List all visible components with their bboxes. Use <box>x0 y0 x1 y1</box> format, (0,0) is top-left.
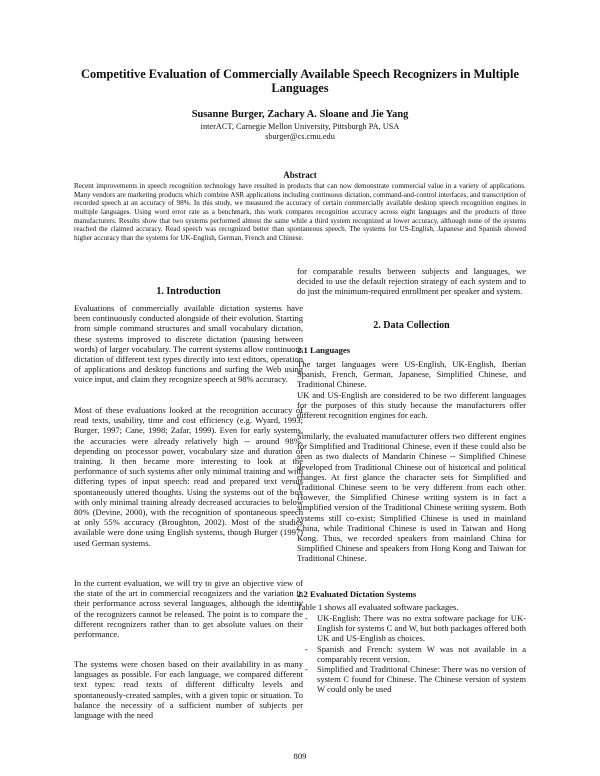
intro-paragraph-1: Evaluations of commercially available dictation systems have been continuously conducted alongside of their evolution. Starting from simple command structures and small vocabulary dictation, these systems improved to discrete dictation (pausing between words) of larger vocabulary. The current systems allow continuous dictation of different text types directly into text editors, operation of applications and desktop functions and surfing the Web using voice input, and claim they recognize speech at 98% accuracy. <box>74 303 303 385</box>
evaluated-systems-intro: Table 1 shows all evaluated software packages. <box>297 602 459 612</box>
abstract-heading: Abstract <box>283 170 317 180</box>
page-number: 809 <box>293 751 307 761</box>
languages-paragraph-1: The target languages were US-English, UK-English, Iberian Spanish, French, German, Japanese, Simplified Chinese, and Traditional Chinese. <box>297 359 526 390</box>
list-item: - Simplified and Traditional Chinese: There was no version of system C found for Chinese. The Chinese version of system W could only be used <box>305 664 526 695</box>
author-affiliation: interACT, Carnegie Mellon University, Pittsburgh PA, USA <box>200 122 400 131</box>
list-item: - UK-English: There was no extra software package for UK-English for systems C and W, but both packages offered both UK and US-English as choices. <box>305 613 526 644</box>
section-heading-introduction: 1. Introduction <box>156 286 221 297</box>
author-list: Susanne Burger, Zachary A. Sloane and Jie Yang <box>191 109 409 120</box>
languages-paragraph-2: UK and US-English are considered to be two different languages for the purposes of this study because the manufacturers offer different recognition engines for each. <box>297 390 526 421</box>
languages-paragraph-3: Similarly, the evaluated manufacturer offers two different engines for Simplified and Traditional Chinese, even if these could also be seen as two dialects of Mandarin Chinese -- Simplified Chinese developed from Traditional Chinese out of historical and political changes. At first glance the character sets for Simplified and Traditional Chinese seem to be very different from each other. However, the Simplified Chinese writing system is in fact a simplified version of the Traditional Chinese writing system. Both systems still co-exist; Simplified Chinese is used in mainland China, while Traditional Chinese is used in Taiwan and Hong Kong. Thus, we recorded speakers from mainland China for Simplified Chinese and speakers from Hong Kong and Taiwan for Traditional Chinese. <box>297 431 526 564</box>
subsection-heading-evaluated-systems: 2.2 Evaluated Dictation Systems <box>297 589 417 599</box>
evaluated-systems-list <box>297 613 526 695</box>
intro-paragraph-3: In the current evaluation, we will try to give an objective view of the state of the art in commercial recognizers and the variation in their performance across several languages, although the identity of the recognizers cannot be released. The point is to compare the different recognizers rather than to get absolute values on their performance. <box>74 578 303 640</box>
list-item: - Spanish and French: system W was not available in a comparably recent version. <box>305 643 526 664</box>
intro-paragraph-continued: for comparable results between subjects and languages, we decided to use the default rejection strategy of each system and to do just the minimum-required enrollment per speaker and system. <box>297 266 526 297</box>
intro-paragraph-2: Most of these evaluations looked at the recognition accuracy of read texts, usability, time and cost efficiency (e.g. Wyard, 1993; Burger, 1997; Cane, 1998; Zafar, 1999). Even for early systems, the accuracies were already relatively high -- around 98%, depending on processor power, vocabulary size and duration of training. It then became more interesting to look at the performance of such systems after only minimal training and with differing types of input speech: read and prepared text versus spontaneously uttered thoughts. Using the systems out of the box with only minimal training already decreased accuracies to below 80% (Devine, 2000), with the recognition of spontaneous speech at only 55% accuracy (Broughton, 2002). Most of the studies available were done using English systems, though Burger (1997) used German systems. <box>74 405 303 548</box>
author-email: sburger@cs.cmu.edu <box>265 132 335 141</box>
subsection-heading-languages: 2.1 Languages <box>297 345 351 355</box>
abstract-text: Recent improvements in speech recognition technology have resulted in products that can now demonstrate commercial value in a variety of applications. Many vendors are marketing products which combine ASR applications including continuous dictation, command-and-control interfaces, and transcription of recorded speech at an accuracy of 98%. In this study, we measured the accuracy of certain commercially available desktop speech recognition engines in multiple languages. Using word error rate as a benchmark, this work compares recognition accuracy across eight languages and the products of three manufacturers. Results show that two systems performed almost the same while a third system recognized at lower accuracy, although none of the systems reached the claimed accuracy. Read speech was recognized better than spontaneous speech. The systems for US-English, Japanese and Spanish showed higher accuracy than the systems for UK-English, German, French and Chinese. <box>74 182 526 242</box>
paper-title: Competitive Evaluation of Commercially Available Speech Recognizers in Multiple Languages <box>81 67 519 95</box>
section-heading-data-collection: 2. Data Collection <box>373 320 450 331</box>
intro-paragraph-4: The systems were chosen based on their availability in as many languages as possible. For each language, we compared different text types: read texts of different difficulty levels and spontaneously-created samples, with a given topic or situation. To balance the necessity of a sufficient number of subjects per language with the need <box>74 659 303 721</box>
